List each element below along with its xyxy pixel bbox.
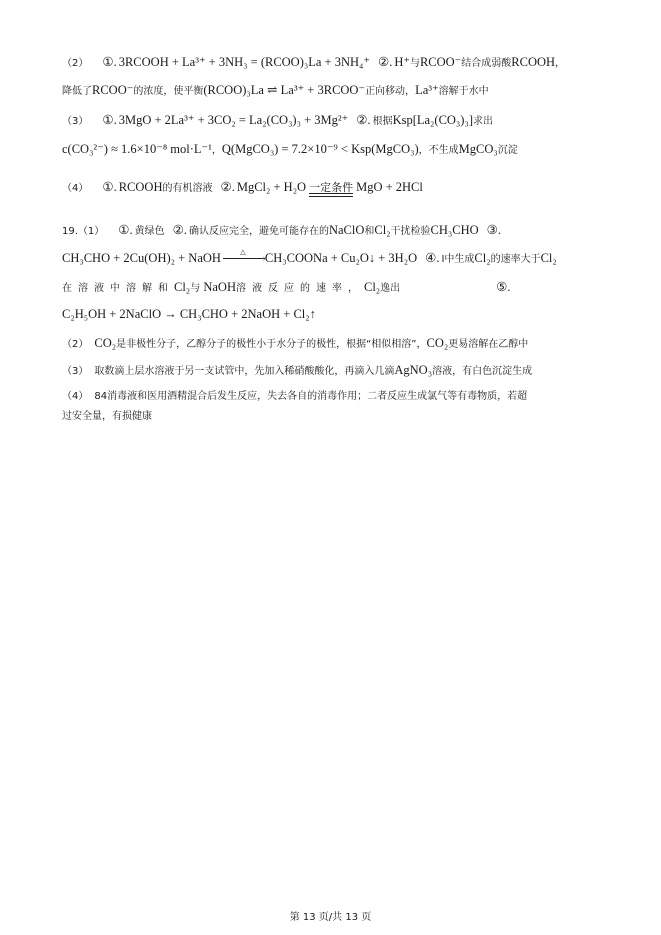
answer-line xyxy=(62,306,316,323)
answer-text: 求出 xyxy=(472,116,493,127)
answer-text: 正向移动， xyxy=(365,86,416,97)
item-number: 19.（1） xyxy=(62,226,105,237)
formula: RCOO⁻ xyxy=(419,55,462,69)
sub-answer-marker: ⑤. xyxy=(496,280,511,294)
sub-answer-marker: ②. xyxy=(172,223,187,237)
formula: RCOOH xyxy=(511,55,556,69)
formula: CH₃COONa + Cu₂O↓ + 3H₂O xyxy=(264,251,418,265)
answer-text: 84消毒液和医用酒精混合后发生反应，失去各自的消毒作用；二者反应生成氯气等有毒物质，若超 xyxy=(94,391,528,402)
answer-text: 逸出 xyxy=(380,283,401,294)
formula: c(CO₃²⁻) ≈ 1.6×10⁻⁸ mol·L⁻¹ xyxy=(62,142,212,156)
formula: C₂H₅OH + 2NaClO → CH₃CHO + 2NaOH + Cl₂↑ xyxy=(62,307,316,321)
formula: Cl₂ xyxy=(364,280,381,294)
formula: NaOH xyxy=(203,280,236,294)
answer-line xyxy=(62,179,423,197)
answer-text: 过安全量，有损健康 xyxy=(62,411,152,422)
answer-text: 与 xyxy=(409,58,420,69)
formula: CH₃CHO + 2Cu(OH)₂ + NaOH xyxy=(62,251,221,265)
formula: AgNO₃ xyxy=(394,363,433,377)
sub-answer-marker: ②. xyxy=(377,55,393,69)
formula: CO₂ xyxy=(426,336,449,350)
item-number: （3） xyxy=(62,116,89,127)
formula: Q(MgCO₃) = 7.2×10⁻⁹ < Ksp(MgCO₃) xyxy=(221,142,419,156)
answer-text: 溶解于水中 xyxy=(438,86,489,97)
formula: La³⁺ xyxy=(415,83,439,97)
sub-answer-marker: ②. xyxy=(220,180,235,194)
answer-text: 在溶液中溶解和 xyxy=(62,283,174,294)
item-number: （3） xyxy=(62,366,89,377)
answer-text: 根据 xyxy=(372,116,393,127)
sub-answer-marker: ①. xyxy=(118,223,133,237)
formula: Cl₂ xyxy=(174,280,191,294)
answer-text: ， xyxy=(555,58,566,69)
item-number: （2） xyxy=(62,58,89,69)
answer-text: 溶液，有白色沉淀生成 xyxy=(432,366,533,377)
answer-text: 的有机溶液 xyxy=(162,183,213,194)
formula: Ksp[La₂(CO₃)₃] xyxy=(392,113,473,127)
answer-line xyxy=(62,388,527,405)
answer-line xyxy=(62,141,518,159)
sub-answer-marker: ①. xyxy=(102,113,117,127)
formula: CO₂ xyxy=(94,336,117,350)
answer-text: 溶液反应的速率， xyxy=(236,283,364,294)
formula: MgCO₃ xyxy=(458,142,498,156)
formula: MgO + 2HCl xyxy=(356,180,423,194)
answer-text: 黄绿色 xyxy=(134,226,165,237)
item-number: （4） xyxy=(62,183,89,194)
formula: RCOO⁻ xyxy=(92,83,134,97)
heat-symbol: △ xyxy=(240,248,246,256)
answer-text: I中生成 xyxy=(441,254,475,265)
equals-condition-sign xyxy=(309,182,353,197)
answer-line xyxy=(62,362,532,380)
formula: 3RCOOH + La³⁺ + 3NH₃ = (RCOO)₃La + 3NH₄⁺ xyxy=(118,55,370,69)
answer-line xyxy=(62,279,513,297)
answer-line xyxy=(62,408,152,425)
formula: 3MgO + 2La³⁺ + 3CO₂ = La₂(CO₃)₃ + 3Mg²⁺ xyxy=(118,113,349,127)
answer-text: 结合成弱酸 xyxy=(461,58,512,69)
item-number: （2） xyxy=(62,339,89,350)
sub-answer-marker: ①. xyxy=(102,55,117,69)
answer-text: 的速率大于 xyxy=(490,254,541,265)
formula: NaClO xyxy=(328,223,365,237)
reaction-arrow: △ → xyxy=(223,251,263,267)
answer-text: 的浓度，使平衡 xyxy=(133,86,204,97)
answer-text: 降低了 xyxy=(62,86,92,97)
answer-text: 与 xyxy=(190,283,204,294)
sub-answer-marker: ④. xyxy=(425,251,440,265)
answer-line xyxy=(62,222,503,240)
sub-answer-marker: ①. xyxy=(102,180,117,194)
answer-line xyxy=(62,54,565,72)
answer-text: 干扰检验 xyxy=(390,226,431,237)
reaction-condition: 一定条件 xyxy=(309,181,354,194)
answer-text: 确认反应完全，避免可能存在的 xyxy=(188,226,329,237)
answer-line xyxy=(62,112,493,130)
formula: (RCOO)₃La ⇌ La³⁺ + 3RCOO⁻ xyxy=(203,83,366,97)
answer-text: 取数滴上层水溶液于另一支试管中，先加入稀硝酸酸化，再滴入几滴 xyxy=(94,366,395,377)
formula: Cl₂ xyxy=(540,251,557,265)
sub-answer-marker: ②. xyxy=(356,113,371,127)
formula: RCOOH xyxy=(118,180,163,194)
answer-line xyxy=(62,335,528,353)
answer-text: ，不生成 xyxy=(418,145,459,156)
answer-line xyxy=(62,82,489,100)
item-number: （4） xyxy=(62,391,89,402)
formula: CH₃CHO xyxy=(430,223,479,237)
answer-line xyxy=(62,250,557,268)
answer-text: 和 xyxy=(364,226,375,237)
formula: MgCl₂ + H₂O xyxy=(236,180,307,194)
answer-text: 沉淀 xyxy=(497,145,518,156)
formula: Cl₂ xyxy=(474,251,491,265)
answer-text: ， xyxy=(211,145,222,156)
formula: H⁺ xyxy=(394,55,410,69)
answer-text: 是非极性分子，乙醇分子的极性小于水分子的极性，根据“相似相溶”， xyxy=(116,339,427,350)
formula: Cl₂ xyxy=(374,223,391,237)
answer-text: 更易溶解在乙醇中 xyxy=(448,339,529,350)
sub-answer-marker: ③. xyxy=(486,223,502,237)
page-footer: 第 13 页/共 13 页 xyxy=(289,912,372,923)
